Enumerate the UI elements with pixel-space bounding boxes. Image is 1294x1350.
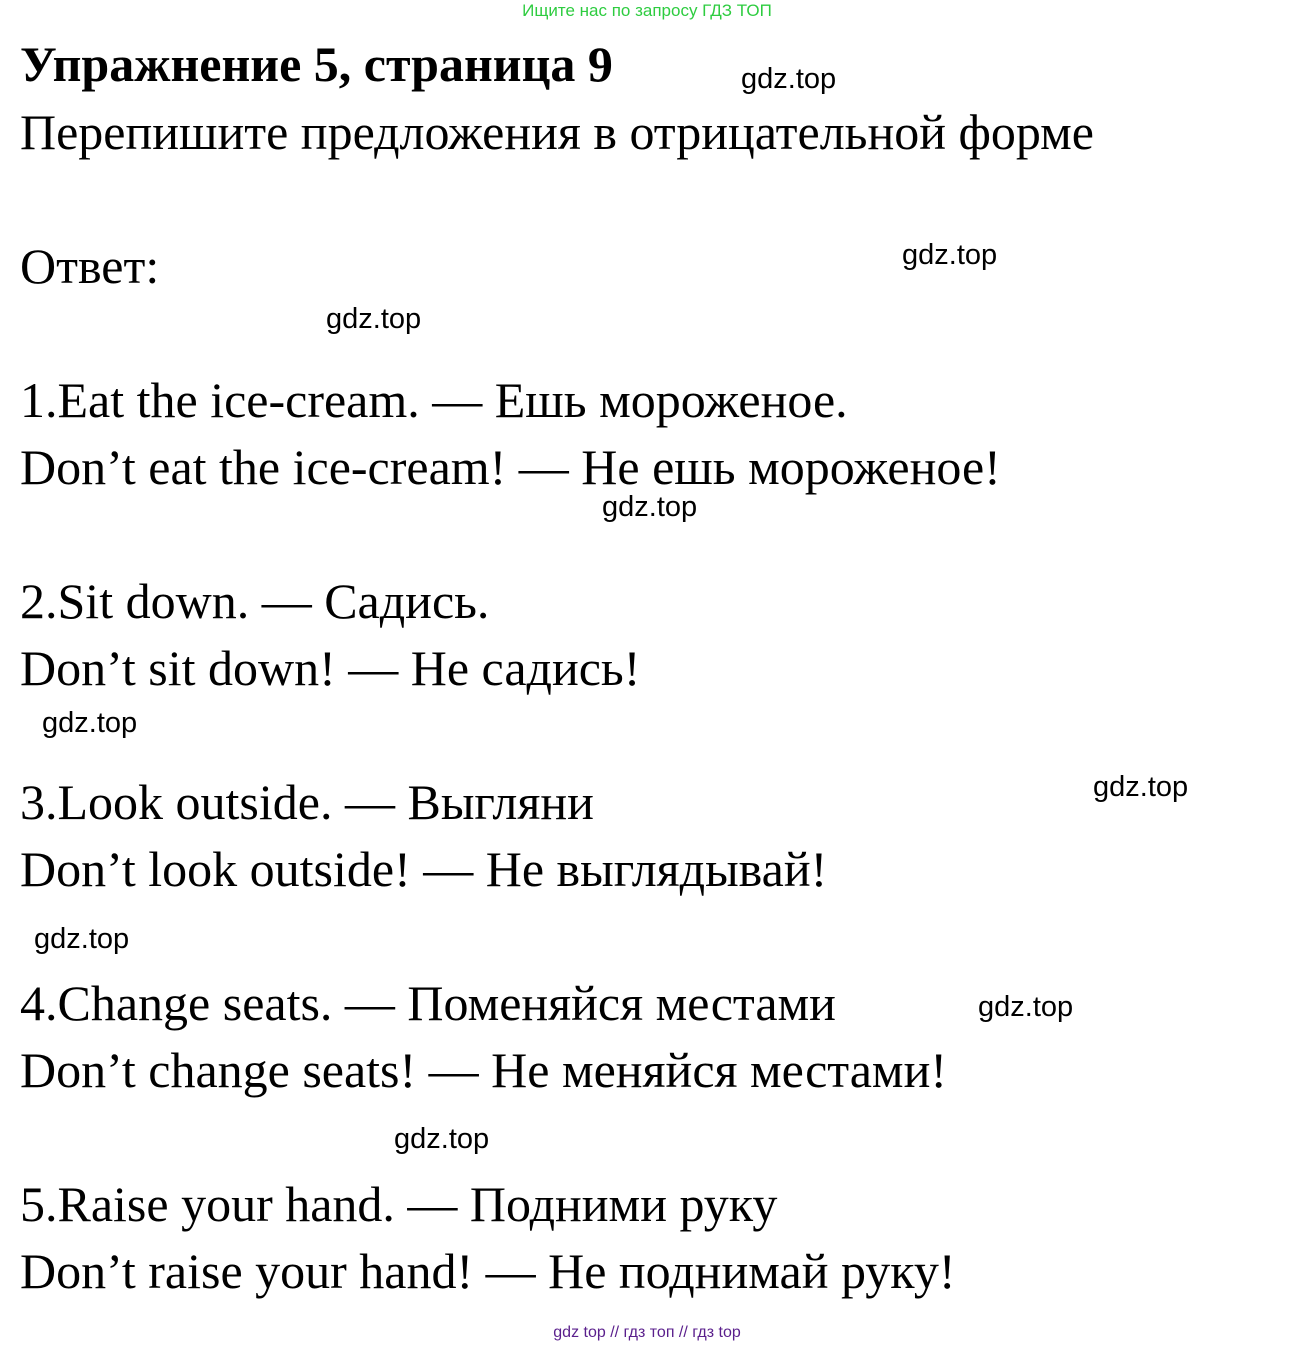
item-2-original: 2.Sit down. — Садись. (20, 573, 490, 629)
item-4-negative: Don’t change seats! — Не меняйся местами! (20, 1042, 947, 1098)
item-3-negative: Don’t look outside! — Не выглядывай! (20, 841, 828, 897)
item-1-original: 1.Eat the ice-cream. — Ешь мороженое. (20, 372, 848, 428)
item-2-negative: Don’t sit down! — Не садись! (20, 640, 641, 696)
watermark: gdz.top (978, 991, 1074, 1023)
watermark: gdz.top (741, 63, 837, 95)
watermark: gdz.top (34, 923, 130, 955)
watermark: gdz.top (326, 303, 422, 335)
item-5-negative: Don’t raise your hand! — Не поднимай руку! (20, 1243, 956, 1299)
item-3-original: 3.Look outside. — Выгляни (20, 774, 594, 830)
exercise-title: Упражнение 5, страница 9 (20, 36, 613, 92)
watermark: gdz.top (394, 1123, 490, 1155)
item-1-negative: Don’t eat the ice-cream! — Не ешь мороженое! (20, 439, 1001, 495)
watermark: gdz.top (602, 491, 698, 523)
exercise-instruction: Перепишите предложения в отрицательной форме (20, 104, 1094, 160)
item-4-original: 4.Change seats. — Поменяйся местами (20, 975, 836, 1031)
answer-label: Ответ: (20, 238, 160, 294)
watermark: gdz.top (1093, 771, 1189, 803)
top-banner: Ищите нас по запросу ГДЗ ТОП (522, 1, 772, 20)
item-5-original: 5.Raise your hand. — Подними руку (20, 1176, 778, 1232)
footer-watermark: gdz top // гдз топ // гдз top (553, 1324, 741, 1341)
watermark: gdz.top (902, 239, 998, 271)
watermark: gdz.top (42, 707, 138, 739)
